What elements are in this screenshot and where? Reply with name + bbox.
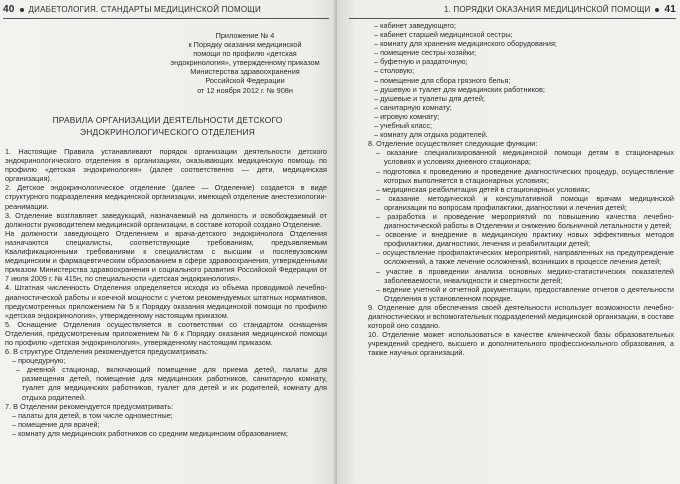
function-item: – подготовка к проведению и проведение диагностических процедур, осуществление которых выполняется в стационарных условиях; xyxy=(371,167,674,185)
appendix-note xyxy=(150,31,337,95)
paragraph: 2. Детское эндокринологическое отделение (далее — Отделение) создается в виде структурного подразделения медицинской организации, имеющей отделение анестезиологии-реанимации. xyxy=(5,183,327,211)
section-title xyxy=(40,115,295,138)
list-item: – учебный класс; xyxy=(371,121,674,130)
list-item: – палаты для детей, в том числе одноместные; xyxy=(5,411,327,420)
left-running-head xyxy=(3,4,261,15)
bullet-icon xyxy=(655,8,659,12)
right-running-head xyxy=(444,4,676,15)
title-line: ЭНДОКРИНОЛОГИЧЕСКОГО ОТДЕЛЕНИЯ xyxy=(80,126,255,137)
list-item: – помещение сестры-хозяйки; xyxy=(371,48,674,57)
paragraph: 5. Оснащение Отделения осуществляется в соответствии со стандартом оснащения Отделения, предусмотренным приложением № 6 к Порядку оказания медицинской помощи по профилю «детская эндокринология», утвержденному настоящим приказом. xyxy=(5,319,327,347)
list-item: – дневной стационар, включающий помещение для приема детей, палаты для размещения детей, помещение для медицинских работников, санитарную комнату, туалет для медицинских работников, туалет для детей и их родителей, комнату для отдыха родителей. xyxy=(5,365,327,401)
list-item: – комнату для отдыха родителей. xyxy=(371,130,674,139)
paragraph: 9. Отделение для обеспечения своей деятельности использует возможности лечебно-диагностических и вспомогательных подразделений медицинской организации, в составе которой оно создано. xyxy=(368,302,674,331)
left-page-number: 40 xyxy=(3,4,15,15)
left-page xyxy=(0,0,337,484)
appendix-line: Министерства здравоохранения xyxy=(190,67,300,77)
paragraph: 10. Отделение может использоваться в качестве клинической базы образовательных учреждений среднего, высшего и дополнительного профессионального образования, а также научных организаций. xyxy=(368,330,674,358)
title-line: ПРАВИЛА ОРГАНИЗАЦИИ ДЕЯТЕЛЬНОСТИ ДЕТСКОГО xyxy=(52,115,283,125)
header-rule xyxy=(3,18,329,19)
paragraph: На должности заведующего Отделением и врача-детского эндокринолога Отделения назначаются специалисты, соответствующие требованиям, предъявляемым Квалификационными требованиями к специалистам с высшим и послевузовским медицинским и фармацевтическим образованием в сфере здравоохранения, утвержденными приказом Министерства здравоохранения и социального развития Российской Федерации от 7 июля 2009 г. № 415н, по специальности «детская эндокринология». xyxy=(5,228,327,284)
list-item: – душевые и туалеты для детей; xyxy=(371,94,674,103)
right-running-title: 1. ПОРЯДКИ ОКАЗАНИЯ МЕДИЦИНСКОЙ ПОМОЩИ xyxy=(443,5,651,14)
function-item: – ведение учетной и отчетной документации, предоставление отчетов о деятельности Отделения в установленном порядке. xyxy=(371,285,674,303)
paragraph: 8. Отделение осуществляет следующие функции: xyxy=(368,139,538,149)
list-item: – столовую; xyxy=(371,66,674,75)
list-item: – процедурную; xyxy=(5,356,327,365)
paragraph: 6. В структуре Отделения рекомендуется предусматривать: xyxy=(5,347,208,357)
function-item: – разработка и проведение мероприятий по повышению качества лечебно-диагностической работы в Отделении и снижению больничной летальности у детей; xyxy=(371,212,674,230)
list-item: – санитарную комнату; xyxy=(371,103,674,112)
left-body xyxy=(5,147,327,438)
function-item: – участие в проведении анализа основных медико-статистических показателей заболеваемости, инвалидности и смертности детей; xyxy=(371,267,674,285)
paragraph: 7. В Отделении рекомендуется предусматривать: xyxy=(5,401,174,411)
function-item: – осуществление профилактических мероприятий, направленных на предупреждение осложнений, а также лечение осложнений, возникших в процессе лечения детей; xyxy=(371,248,674,266)
bullet-icon xyxy=(20,8,24,12)
function-item: – медицинская реабилитация детей в стационарных условиях; xyxy=(371,185,674,194)
appendix-line: от 12 ноября 2012 г. № 908н xyxy=(197,85,293,95)
list-item: – кабинет старшей медицинской сестры; xyxy=(371,30,674,39)
list-item: – игровую комнату; xyxy=(371,112,674,121)
appendix-line: помощи по профилю «детская xyxy=(193,49,297,59)
paragraph: 4. Штатная численность Отделения определяется исходя из объема проводимой лечебно-диагностической работы и коечной мощности с учетом рекомендуемых штатных нормативов, предусмотренных приложением № 5 к Порядку оказания медицинской помощи по профилю «детская эндокринология», утвержденному настоящим приказом. xyxy=(5,283,327,320)
appendix-line: эндокринология», утвержденному приказом xyxy=(170,58,320,68)
function-item: – оказание специализированной медицинской помощи детям в стационарных условиях и условиях дневного стационара; xyxy=(371,148,674,166)
right-body xyxy=(368,21,674,358)
list-item: – буфетную и раздаточную; xyxy=(371,57,674,66)
list-item: – кабинет заведующего; xyxy=(371,21,674,30)
list-item: – комнату для медицинских работников со средним медицинским образованием; xyxy=(5,429,327,438)
appendix-line: Приложение № 4 xyxy=(215,31,275,40)
list-item: – душевую и туалет для медицинских работников; xyxy=(371,85,674,94)
appendix-line: к Порядку оказания медицинской xyxy=(188,40,302,50)
function-item: – освоение и внедрение в медицинскую практику новых эффективных методов профилактики, диагностики, лечения и реабилитации детей; xyxy=(371,230,674,248)
appendix-line: Российской Федерации xyxy=(205,76,285,86)
list-item: – комнату для хранения медицинского оборудования; xyxy=(371,39,674,48)
paragraph: 3. Отделение возглавляет заведующий, назначаемый на должность и освобождаемый от должности руководителем медицинской организации, в составе которой создано Отделение. xyxy=(5,210,327,229)
function-item: – оказание методической и консультативной помощи врачам медицинской организации по вопросам профилактики, диагностики и лечения детей; xyxy=(371,194,674,212)
list-item: – помещение для сбора грязного белья; xyxy=(371,76,674,85)
list-item: – помещение для врачей; xyxy=(5,420,327,429)
right-page-number: 41 xyxy=(664,4,676,15)
left-running-title: ДИАБЕТОЛОГИЯ. СТАНДАРТЫ МЕДИЦИНСКОЙ ПОМОЩИ xyxy=(28,5,261,14)
header-rule xyxy=(349,18,676,19)
paragraph: 1. Настоящие Правила устанавливают порядок организации деятельности детского эндокринологического отделения в организациях, оказывающих медицинскую помощь по профилю «детская эндокринология» (далее соответственно — дети, медицинская организация). xyxy=(5,147,327,184)
